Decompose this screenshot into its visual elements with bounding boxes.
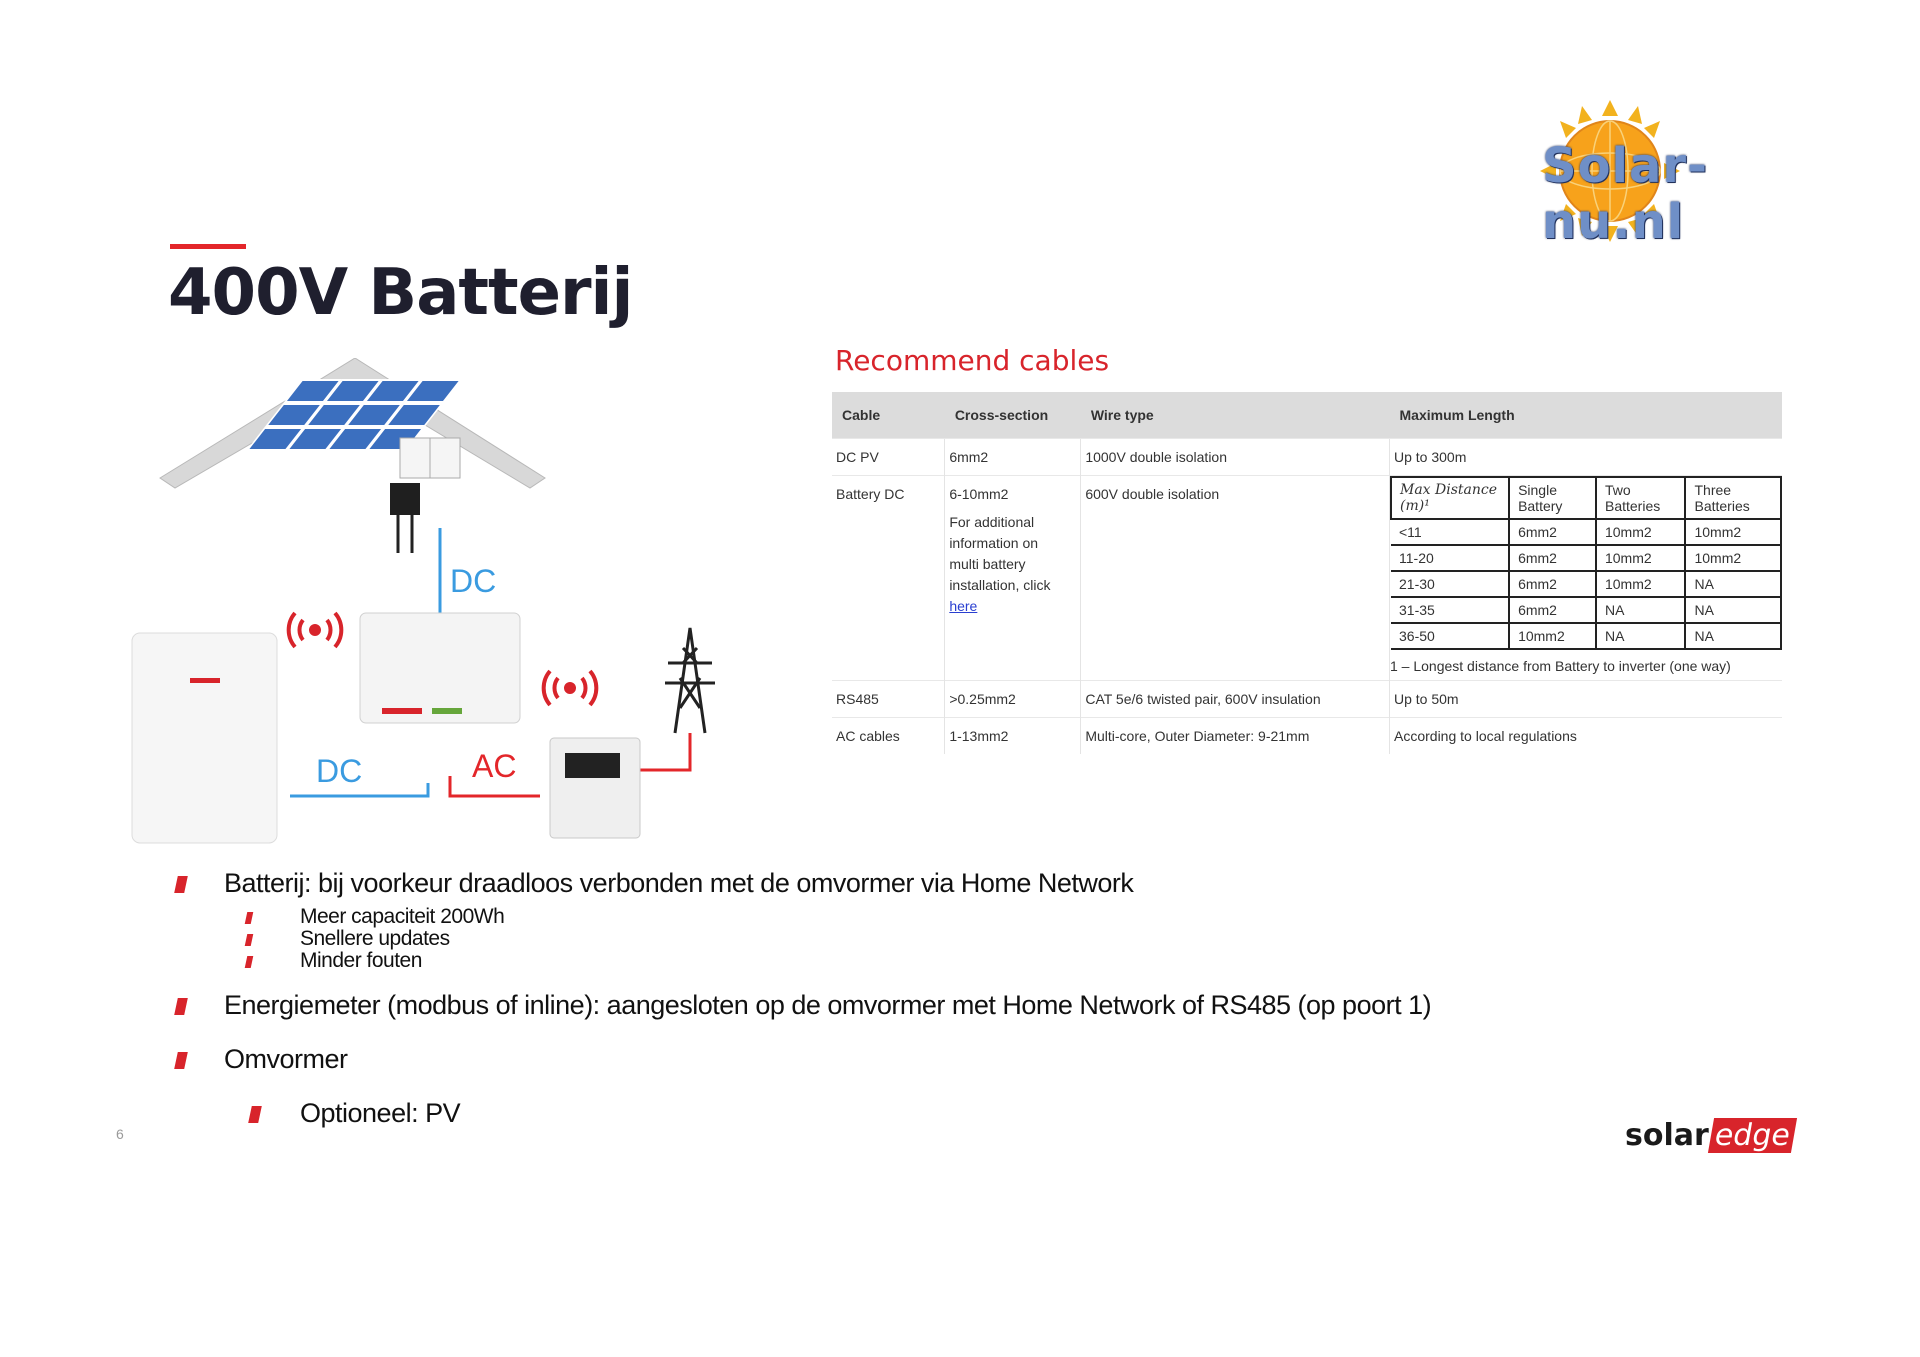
cables-title: Recommend cables bbox=[835, 344, 1110, 377]
sub-bullet-marker bbox=[245, 956, 254, 968]
sub-bullet: Meer capaciteit 200Wh bbox=[300, 905, 505, 928]
cell-length: According to local regulations bbox=[1390, 718, 1783, 755]
dc-label-bottom: DC bbox=[316, 753, 363, 789]
sub-bullet-marker bbox=[248, 1106, 262, 1123]
table-row bbox=[832, 439, 1782, 476]
cell-cross: 1-13mm2 bbox=[945, 718, 1081, 755]
dist-cell: 6mm2 bbox=[1509, 545, 1596, 571]
cell-wire: CAT 5e/6 twisted pair, 600V insulation bbox=[1081, 681, 1390, 718]
dc-label-top: DC bbox=[450, 563, 497, 599]
sub-bullet: Snellere updates bbox=[300, 927, 450, 950]
distance-row bbox=[1391, 545, 1781, 571]
system-diagram bbox=[120, 358, 740, 858]
solaredge-logo bbox=[1625, 1118, 1794, 1153]
sub-bullet: Minder fouten bbox=[300, 949, 422, 972]
cell-cable: AC cables bbox=[832, 718, 945, 755]
dist-cell: 10mm2 bbox=[1596, 545, 1686, 571]
cross-note-text: For additional information on multi battery installation, click bbox=[949, 514, 1051, 593]
bullet-1: Batterij: bij voorkeur draadloos verbonden met de omvormer via Home Network bbox=[224, 868, 1134, 898]
dist-cell: <11 bbox=[1391, 519, 1509, 545]
dist-cell: 31-35 bbox=[1391, 597, 1509, 623]
bullet-marker bbox=[174, 1052, 188, 1069]
distance-row bbox=[1391, 571, 1781, 597]
dist-cell: 10mm2 bbox=[1685, 545, 1781, 571]
distance-table bbox=[1390, 476, 1782, 650]
cell-cable: Battery DC bbox=[832, 476, 945, 681]
dist-cell: NA bbox=[1685, 571, 1781, 597]
cross-value: 6-10mm2 bbox=[949, 486, 1009, 502]
dist-cell: 10mm2 bbox=[1509, 623, 1596, 649]
dist-header-max: Max Distance (m)¹ bbox=[1391, 477, 1509, 519]
bullet-2: Energiemeter (modbus of inline): aangesloten op de omvormer met Home Network of RS485 (op poort 1) bbox=[224, 990, 1432, 1020]
cable-table-header bbox=[832, 392, 1782, 439]
logo-text: Solar-nu.nl bbox=[1542, 138, 1708, 250]
dist-cell: NA bbox=[1596, 623, 1686, 649]
dist-cell: NA bbox=[1685, 623, 1781, 649]
dist-cell: 11-20 bbox=[1391, 545, 1509, 571]
dist-cell: NA bbox=[1596, 597, 1686, 623]
cell-length: Up to 300m bbox=[1390, 439, 1783, 476]
dist-cell: 6mm2 bbox=[1509, 597, 1596, 623]
cell-length: Up to 50m bbox=[1390, 681, 1783, 718]
solar-nu-logo bbox=[1520, 96, 1810, 250]
cell-cable: RS485 bbox=[832, 681, 945, 718]
dist-cell: 36-50 bbox=[1391, 623, 1509, 649]
cell-wire: Multi-core, Outer Diameter: 9-21mm bbox=[1081, 718, 1390, 755]
distance-footnote: 1 – Longest distance from Battery to inverter (one way) bbox=[1390, 658, 1731, 674]
dist-cell: 6mm2 bbox=[1509, 519, 1596, 545]
header-wire-type: Wire type bbox=[1081, 392, 1390, 439]
sub-bullet: Optioneel: PV bbox=[300, 1098, 461, 1128]
distance-row bbox=[1391, 519, 1781, 545]
cell-cross bbox=[945, 476, 1081, 681]
page-number: 6 bbox=[116, 1126, 124, 1142]
distance-row bbox=[1391, 597, 1781, 623]
dist-cell: 6mm2 bbox=[1509, 571, 1596, 597]
dist-header-three: Three Batteries bbox=[1685, 477, 1781, 519]
dist-cell: 21-30 bbox=[1391, 571, 1509, 597]
pylon-icon bbox=[665, 628, 715, 733]
diagram-drawing bbox=[120, 358, 740, 858]
bullet-marker bbox=[174, 876, 188, 893]
header-cable: Cable bbox=[832, 392, 945, 439]
cross-note bbox=[949, 512, 1061, 617]
cell-cross: 6mm2 bbox=[945, 439, 1081, 476]
dist-cell: NA bbox=[1685, 597, 1781, 623]
brand-solar: solar bbox=[1625, 1118, 1709, 1153]
cable-table bbox=[832, 392, 1782, 754]
title-accent-bar bbox=[170, 244, 246, 249]
cell-cable: DC PV bbox=[832, 439, 945, 476]
bullet-3: Omvormer bbox=[224, 1044, 348, 1074]
dist-header-two: Two Batteries bbox=[1596, 477, 1686, 519]
table-row bbox=[832, 718, 1782, 755]
bullet-marker bbox=[174, 998, 188, 1015]
cell-wire: 600V double isolation bbox=[1081, 476, 1390, 681]
sub-bullet-marker bbox=[245, 934, 254, 946]
cell-wire: 1000V double isolation bbox=[1081, 439, 1390, 476]
dist-cell: 10mm2 bbox=[1596, 519, 1686, 545]
table-row bbox=[832, 476, 1782, 681]
sub-bullet-marker bbox=[245, 912, 254, 924]
header-cross-section: Cross-section bbox=[945, 392, 1081, 439]
distance-row bbox=[1391, 623, 1781, 649]
distance-header bbox=[1391, 477, 1781, 519]
dist-cell: 10mm2 bbox=[1596, 571, 1686, 597]
cell-cross: >0.25mm2 bbox=[945, 681, 1081, 718]
header-max-length: Maximum Length bbox=[1390, 392, 1783, 439]
cell-distance bbox=[1390, 476, 1783, 681]
dist-header-single: Single Battery bbox=[1509, 477, 1596, 519]
here-link[interactable]: here bbox=[949, 598, 978, 614]
ac-label: AC bbox=[472, 748, 517, 784]
brand-edge: edge bbox=[1708, 1118, 1797, 1153]
slide-title: 400V Batterij bbox=[168, 256, 633, 330]
dist-cell: 10mm2 bbox=[1685, 519, 1781, 545]
table-row bbox=[832, 681, 1782, 718]
